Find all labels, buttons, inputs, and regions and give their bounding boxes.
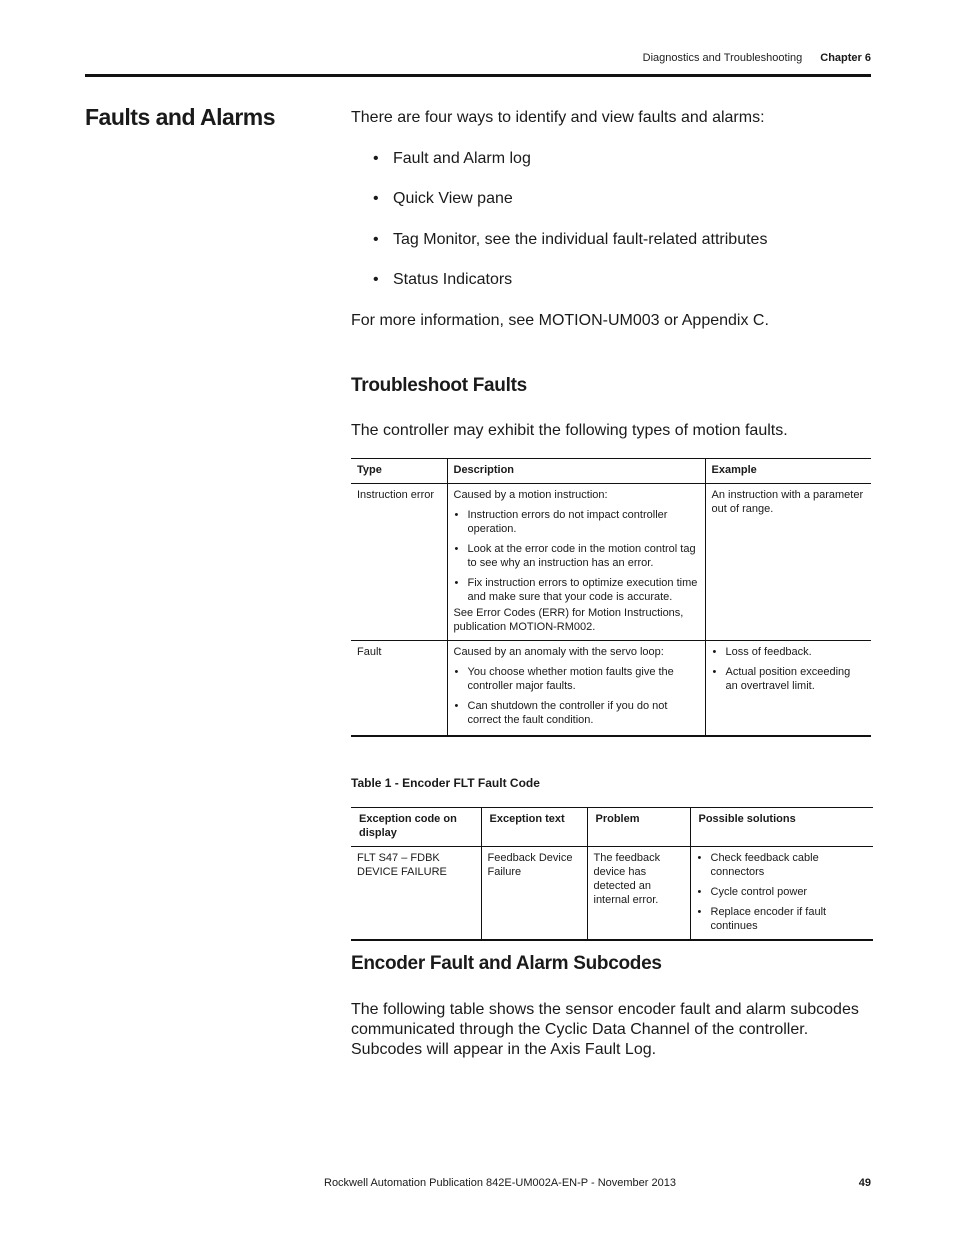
column-header: Example [705,459,871,484]
list-item: • Look at the error code in the motion control tag to see why an instruction has an error. [468,542,699,570]
table-cell [447,484,705,641]
table-cell: Fault [351,641,447,737]
column-header: Description [447,459,705,484]
list-item: • Instruction errors do not impact controller operation. [468,508,699,536]
page-number: 49 [858,1177,871,1189]
table-cell: An instruction with a parameter out of range. [705,484,871,641]
list-item: • Actual position exceeding an overtravel limit. [726,665,866,693]
table-cell: The feedback device has detected an internal error. [587,847,690,941]
column-header: Exception text [481,808,587,847]
table-header-row [351,808,873,847]
section-title-subcodes: Encoder Fault and Alarm Subcodes [351,953,662,974]
header-section: Diagnostics and Troubleshooting [642,52,803,64]
column-header: Type [351,459,447,484]
column-header: Possible solutions [690,808,873,847]
table-row [351,641,871,737]
list-item: • Fix instruction errors to optimize execution time and make sure that your code is accurate. [468,576,699,604]
cell-text: See Error Codes (ERR) for Motion Instructions, publication MOTION-RM002. [453,607,684,633]
table-row [351,484,871,641]
motion-faults-table [351,458,871,737]
list-item: • Check feedback cable connectors [711,851,868,879]
list-item: • You choose whether motion faults give the controller major faults. [468,665,699,693]
cell-text: Caused by an anomaly with the servo loop: [453,646,664,658]
table-row [351,847,873,941]
table-cell: Instruction error [351,484,447,641]
column-header: Problem [587,808,690,847]
table-cell [447,641,705,737]
encoder-fault-table [351,807,873,941]
table-header-row [351,459,871,484]
footer-publication: Rockwell Automation Publication 842E-UM002A-EN-P - November 2013 [324,1177,676,1189]
table-cell [705,641,871,737]
list-item: • Loss of feedback. [726,645,866,659]
list-item: • Can shutdown the controller if you do not correct the fault condition. [468,699,699,727]
table-caption: Table 1 - Encoder FLT Fault Code [351,776,540,790]
section-title-troubleshoot: Troubleshoot Faults [351,375,527,396]
section-title-faults-alarms: Faults and Alarms [85,104,276,130]
cell-text: Caused by a motion instruction: [453,489,608,501]
header-chapter: Chapter 6 [820,52,871,64]
subcodes-paragraph: The following table shows the sensor encoder fault and alarm subcodes communicated through the Cyclic Data Channel of the controller. Subcodes will appear in the Axis Fault Log. [351,1001,859,1058]
page-header [85,52,871,64]
column-header: Exception code on display [351,808,481,847]
header-rule [85,74,871,77]
list-item: • Cycle control power [711,885,868,899]
table-cell: Feedback Device Failure [481,847,587,941]
troubleshoot-intro: The controller may exhibit the following types of motion faults. [351,422,788,439]
table-cell [690,847,873,941]
table-cell: FLT S47 – FDBK DEVICE FAILURE [351,847,481,941]
intro-paragraph: There are four ways to identify and view faults and alarms: [351,109,765,126]
list-item: • Replace encoder if fault continues [711,905,868,933]
more-info-paragraph: For more information, see MOTION-UM003 or Appendix C. [351,312,769,329]
